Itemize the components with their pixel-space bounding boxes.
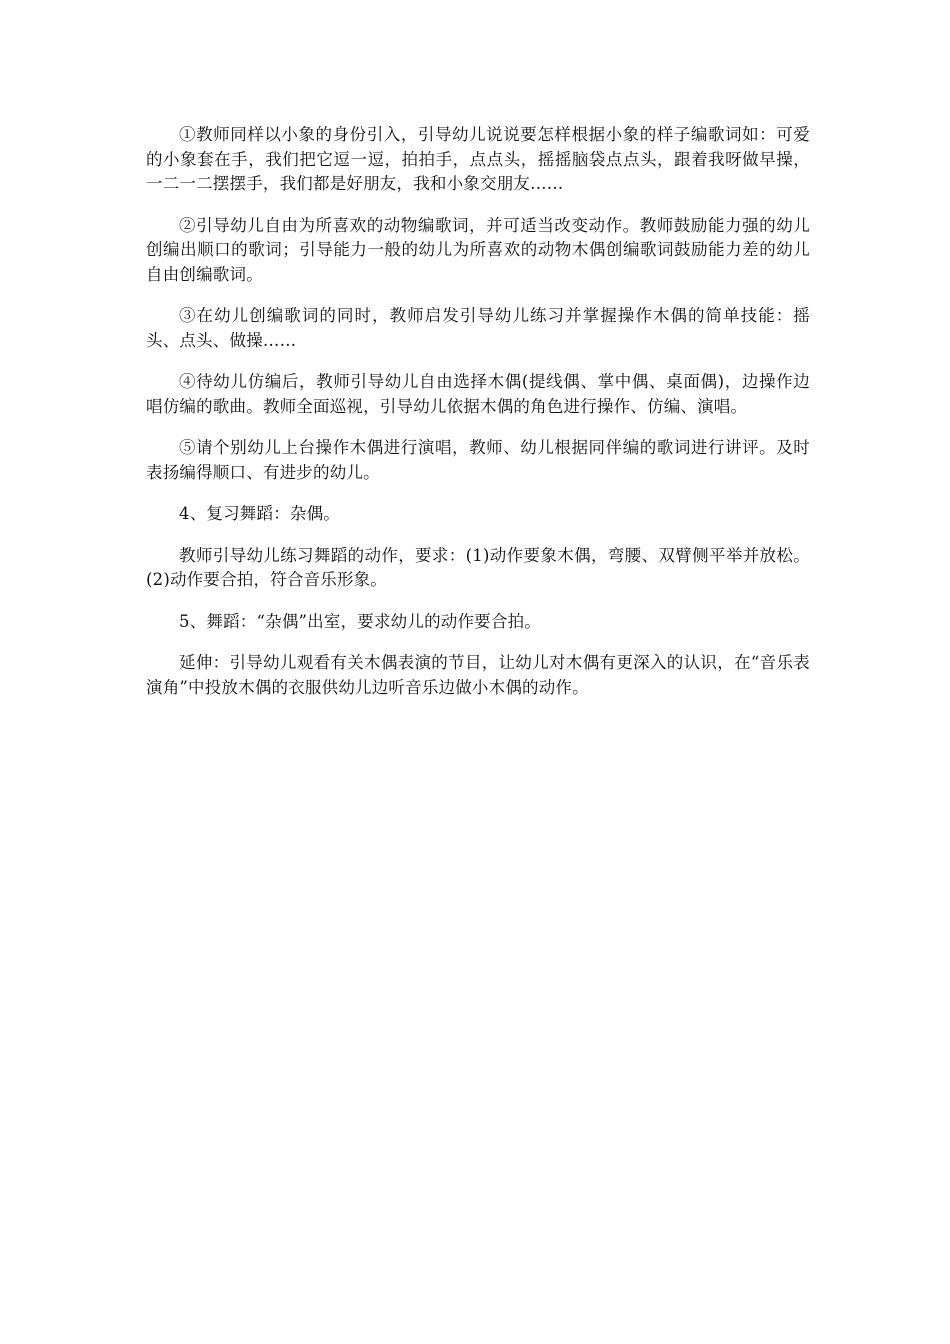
- paragraph-dance-requirements: 教师引导幼儿练习舞蹈的动作，要求：(1)动作要象木偶，弯腰、双臂侧平举并放松。(2)动作要合拍，符合音乐形象。: [146, 545, 810, 589]
- paragraph-performance: ⑤请个别幼儿上台操作木偶进行演唱，教师、幼儿根据同伴编的歌词进行讲评。及时表扬编得顺口、有进步的幼儿。: [146, 438, 810, 482]
- paragraph-choose-puppet: ④待幼儿仿编后，教师引导幼儿自由选择木偶(提线偶、掌中偶、桌面偶)，边操作边唱仿编的歌曲。教师全面巡视，引导幼儿依据木偶的角色进行操作、仿编、演唱。: [146, 372, 810, 416]
- paragraph-free-lyrics: ②引导幼儿自由为所喜欢的动物编歌词，并可适当改变动作。教师鼓励能力强的幼儿创编出顺口的歌词；引导能力一般的幼儿为所喜欢的动物木偶创编歌词鼓励能力差的幼儿自由创编歌词。: [146, 215, 810, 284]
- document-body: [146, 123, 810, 717]
- paragraph-dance-exit: 5、舞蹈：“杂偶”出室，要求幼儿的动作要合拍。: [179, 611, 541, 631]
- paragraph-puppet-skills: ③在幼儿创编歌词的同时，教师启发引导幼儿练习并掌握操作木偶的简单技能：摇头、点头、做操……: [146, 306, 810, 350]
- paragraph-elephant-intro: ①教师同样以小象的身份引入，引导幼儿说说要怎样根据小象的样子编歌词如：可爱的小象套在手，我们把它逗一逗，拍拍手，点点头，摇摇脑袋点点头，跟着我呀做早操，一二一二摆摆手，我们都是好朋友，我和小象交朋友……: [146, 125, 810, 193]
- paragraph-review-dance-heading: 4、复习舞蹈：杂偶。: [179, 504, 340, 523]
- paragraph-extension: 延伸：引导幼儿观看有关木偶表演的节目，让幼儿对木偶有更深入的认识，在“音乐表演角”中投放木偶的衣服供幼儿边听音乐边做小木偶的动作。: [146, 653, 810, 697]
